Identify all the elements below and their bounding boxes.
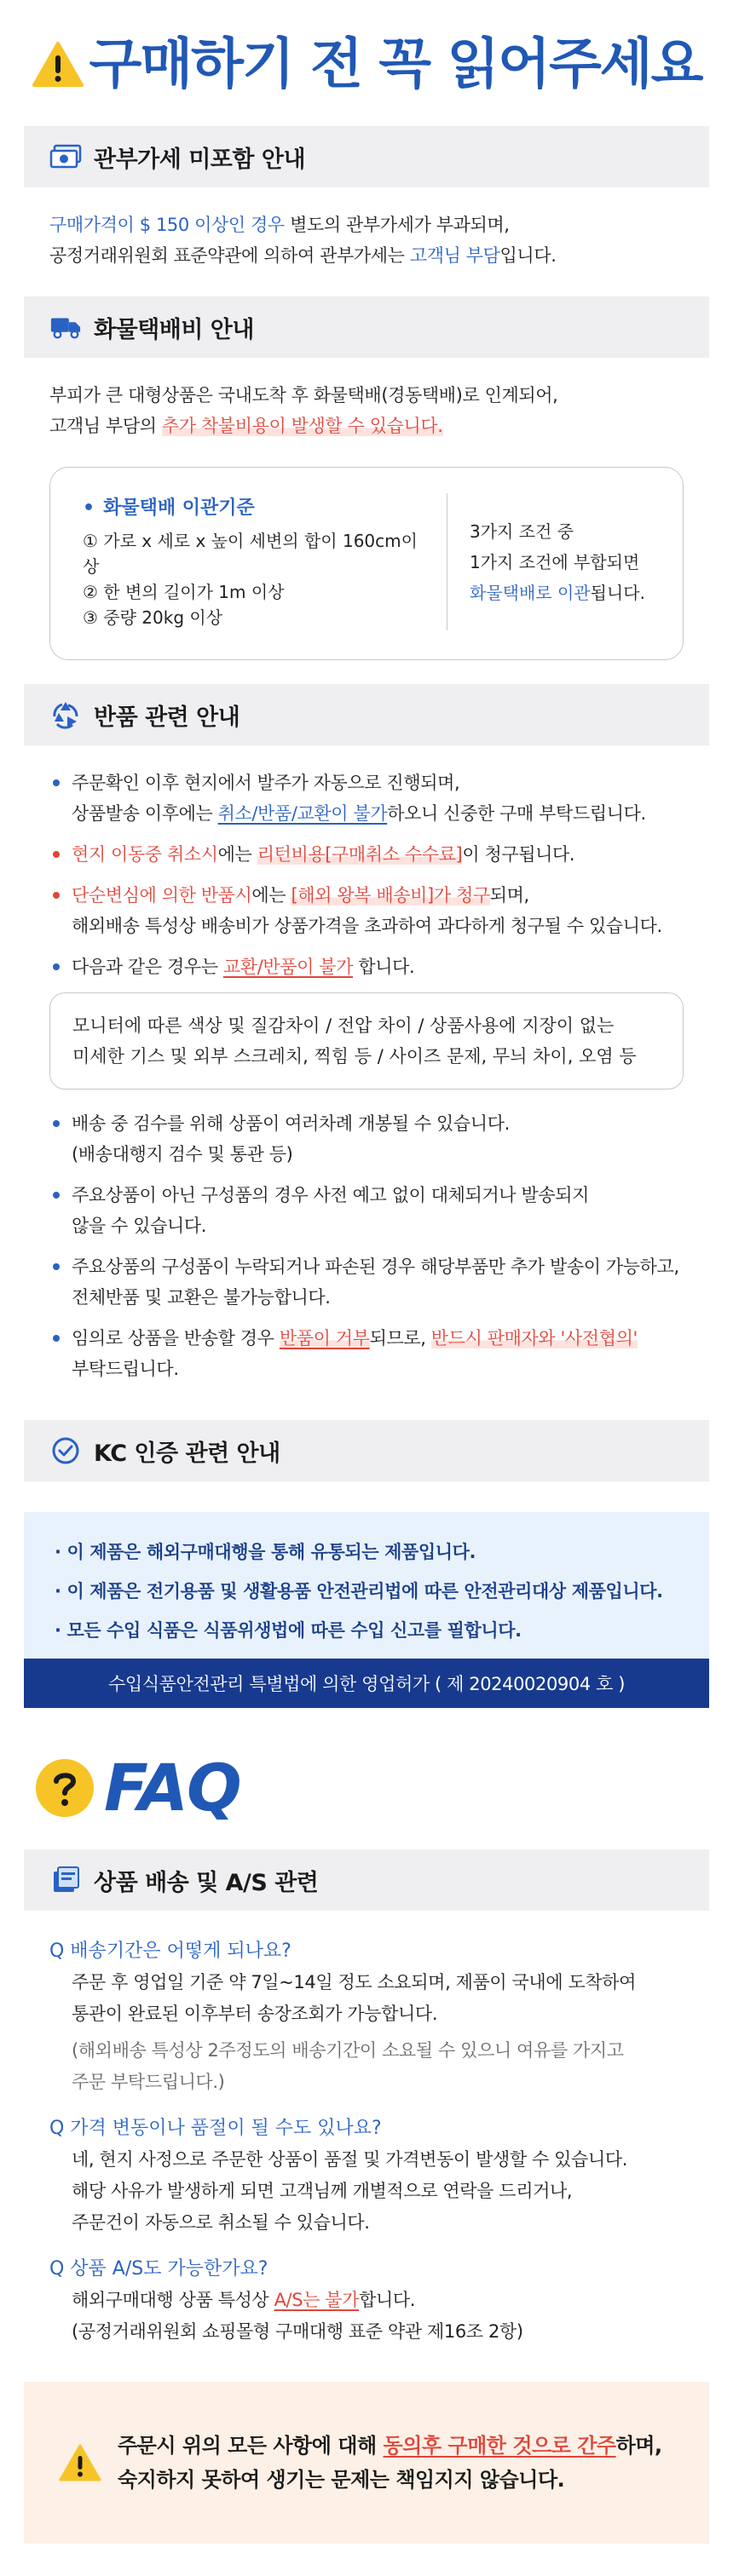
- list-item-text: 해외배송 특성상 배송비가 상품가격을 초과하여 과다하게 청구될 수 있습니다.: [72, 916, 662, 936]
- faq-question: Q 상품 A/S도 가능한가요?: [49, 2258, 268, 2280]
- faq-answer: 네, 현지 사정으로 주문한 상품이 품절 및 가격변동이 발생할 수 있습니다.: [72, 2149, 627, 2170]
- faq-answer: (공정거래위원회 쇼핑몰형 구매대행 표준 약관 제16조 2항): [72, 2321, 523, 2342]
- notice-text: 하며,: [615, 2434, 662, 2458]
- faq-answer-text: 해외구매대행 상품 특성상: [72, 2290, 274, 2310]
- list-item-text: (배송대행지 검수 및 통관 등): [72, 1144, 293, 1164]
- list-item-text: 주문확인 이후 현지에서 발주가 자동으로 진행되며,: [72, 773, 460, 793]
- freight-criteria: [83, 493, 447, 630]
- customs-section-header: [24, 126, 709, 187]
- returns-section-title: 반품 관련 안내: [94, 704, 240, 731]
- freight-note-highlight: 화물택배로 이관: [470, 582, 591, 603]
- customs-text: [24, 187, 709, 296]
- faq-question: Q 가격 변동이나 품절이 될 수도 있나요?: [49, 2118, 382, 2139]
- check-circle-icon: [49, 1435, 82, 1467]
- page-title: 구매하기 전 꼭 읽어주세요: [89, 33, 702, 96]
- freight-criteria-item: ③ 중량 20kg 이상: [83, 607, 223, 628]
- example-line: 모니터에 따른 색상 및 질감차이 / 전압 차이 / 상품사용에 지장이 없는: [72, 1015, 615, 1036]
- list-item-text: 상품발송 이후에는: [72, 803, 218, 824]
- list-item: [49, 1180, 684, 1241]
- list-item-text: 하오니 신중한 구매 부탁드립니다.: [387, 803, 646, 824]
- final-notice: [24, 2382, 709, 2544]
- list-item-highlight: 교환/반품이 불가: [222, 957, 354, 977]
- faq-header: [24, 1708, 709, 1849]
- notice-text: 주문시 위의 모든 사항에 대해: [118, 2434, 384, 2458]
- kc-line: · 이 제품은 전기용품 및 생활용품 안전관리법에 따른 안전관리대상 제품입니다.: [55, 1581, 663, 1601]
- business-license-bar: 수입식품안전관리 특별법에 의한 영업허가 ( 제 20240020904 호 ): [24, 1659, 709, 1708]
- list-item-highlight: [해외 왕복 배송비]가 청구: [291, 885, 490, 906]
- list-item: [49, 880, 684, 941]
- list-item-highlight: 단순변심에 의한 반품시: [72, 885, 252, 906]
- question-circle-icon: [34, 1757, 95, 1819]
- freight-text: [24, 358, 709, 467]
- freight-section-title: 화물택배비 안내: [94, 316, 254, 343]
- warning-triangle-icon: [32, 41, 84, 89]
- faq-answer: 주문 후 영업일 기준 약 7일~14일 정도 소요되며, 제품이 국내에 도착하여: [72, 1972, 637, 1992]
- money-icon: [49, 141, 82, 173]
- kc-line: · 이 제품은 해외구매대행을 통해 유통되는 제품입니다.: [55, 1542, 476, 1562]
- faq-answer: [49, 2285, 684, 2316]
- list-item-highlight: 반품이 거부: [279, 1328, 370, 1348]
- freight-section-header: [24, 296, 709, 358]
- list-item: [49, 839, 684, 870]
- list-item-text: 되므로,: [369, 1328, 431, 1348]
- faq-answer: 해당 사유가 발생하게 되면 고객님께 개별적으로 연락을 드리거나,: [72, 2181, 573, 2201]
- recycle-icon: [49, 699, 82, 731]
- returns-list: [24, 745, 709, 1420]
- list-item-highlight: 반드시 판매자와 '사전협의': [430, 1328, 638, 1348]
- freight-criteria-box: [49, 467, 684, 660]
- kc-info-box: [24, 1512, 709, 1659]
- faq-section-title: 상품 배송 및 A/S 관련: [94, 1869, 319, 1896]
- list-item-highlight: 현지 이동중 취소시: [72, 844, 218, 865]
- non-returnable-examples: [49, 992, 684, 1090]
- customs-payer: 고객님 부담: [409, 245, 500, 266]
- list-item-text: 배송 중 검수를 위해 상품이 여러차례 개봉될 수 있습니다.: [72, 1113, 510, 1134]
- customs-threshold: 구매가격이 $ 150 이상인 경우: [49, 215, 285, 235]
- freight-line2: 고객님 부담의: [49, 416, 162, 436]
- freight-criteria-item: ① 가로 x 세로 x 높이 세변의 합이 160cm이상: [83, 531, 418, 577]
- freight-extra-cost: 추가 착불비용이 발생할 수 있습니다.: [161, 416, 443, 436]
- faq-section-header: [24, 1849, 709, 1911]
- kc-line: · 모든 수입 식품은 식품위생법에 따른 수입 신고를 필합니다.: [55, 1620, 522, 1641]
- list-item-text: 전체반품 및 교환은 불가능합니다.: [72, 1287, 331, 1308]
- faq-answer-note: (해외배송 특성상 2주정도의 배송기간이 소요될 수 있으니 여유를 가지고: [72, 2040, 624, 2061]
- freight-criteria-note: [447, 516, 661, 608]
- customs-line1: 별도의 관부가세가 부과되며,: [284, 215, 510, 235]
- faq-answer-note: 주문 부탁드립니다.): [72, 2072, 225, 2092]
- faq-answer: 주문건이 자동으로 취소될 수 있습니다.: [72, 2212, 370, 2233]
- list-item-text: 되며,: [489, 885, 529, 906]
- faq-list: [24, 1911, 709, 2382]
- faq-title: FAQ: [104, 1750, 240, 1826]
- list-item-text: 다음과 같은 경우는: [72, 957, 223, 977]
- freight-note-line: 3가지 조건 중: [470, 520, 574, 542]
- list-item: [49, 768, 684, 829]
- kc-section-header: [24, 1420, 709, 1481]
- list-item-highlight: 리턴비용[구매취소 수수료]: [257, 844, 463, 865]
- list-item-text: 합니다.: [353, 957, 415, 977]
- faq-answer: 통관이 완료된 이후부터 송장조회가 가능합니다.: [72, 2004, 438, 2024]
- list-item: [49, 952, 684, 982]
- warning-triangle-icon: [58, 2443, 102, 2482]
- example-line: 미세한 기스 및 외부 스크레치, 찍힘 등 / 사이즈 문제, 무늬 차이, 오염 등: [72, 1046, 637, 1067]
- customs-section-title: 관부가세 미포함 안내: [94, 146, 306, 173]
- list-item-text: 임의로 상품을 반송할 경우: [72, 1328, 280, 1348]
- box-icon: [49, 1864, 82, 1896]
- bottom-spacer: [24, 2544, 709, 2576]
- list-item-highlight: 취소/반품/교환이 불가: [217, 803, 388, 824]
- list-item-text: 에는: [217, 844, 257, 865]
- returns-section-header: [24, 684, 709, 745]
- truck-icon: [49, 311, 82, 343]
- list-item: [49, 1323, 684, 1384]
- list-item-text: 에는: [251, 885, 291, 906]
- list-item-text: 이 청구됩니다.: [462, 844, 575, 865]
- list-item-text: 주요상품이 아닌 구성품의 경우 사전 예고 없이 대체되거나 발송되지: [72, 1185, 590, 1205]
- freight-note-line: 1가지 조건에 부합되면: [470, 551, 640, 572]
- kc-section-title: KC 인증 관련 안내: [94, 1440, 280, 1467]
- list-item-text: 주요상품의 구성품이 누락되거나 파손된 경우 해당부품만 추가 발송이 가능하고,: [72, 1256, 679, 1277]
- faq-answer-highlight: A/S는 불가: [274, 2290, 360, 2310]
- customs-line2-end: 입니다.: [499, 245, 557, 266]
- notice-highlight: 동의후 구매한 것으로 간주: [383, 2434, 616, 2458]
- freight-criteria-title: • 화물택배 이관기준: [83, 493, 430, 520]
- final-notice-text: [118, 2429, 662, 2497]
- customs-line2: 공정거래위원회 표준약관에 의하여 관부가세는: [49, 245, 410, 266]
- freight-criteria-item: ② 한 변의 길이가 1m 이상: [83, 582, 285, 602]
- page-header: [24, 0, 709, 126]
- list-item: [49, 1251, 684, 1313]
- notice-text: 숙지하지 못하여 생기는 문제는 책임지지 않습니다.: [118, 2468, 565, 2492]
- list-item: [49, 1108, 684, 1170]
- faq-answer-text: 합니다.: [359, 2290, 416, 2310]
- list-item-text: 않을 수 있습니다.: [72, 1216, 207, 1236]
- faq-question: Q 배송기간은 어떻게 되나요?: [49, 1941, 291, 1962]
- freight-line1: 부피가 큰 대형상품은 국내도착 후 화물택배(경동택배)로 인계되어,: [49, 385, 558, 405]
- freight-note-line: 됩니다.: [590, 582, 645, 603]
- list-item-text: 부탁드립니다.: [72, 1359, 179, 1379]
